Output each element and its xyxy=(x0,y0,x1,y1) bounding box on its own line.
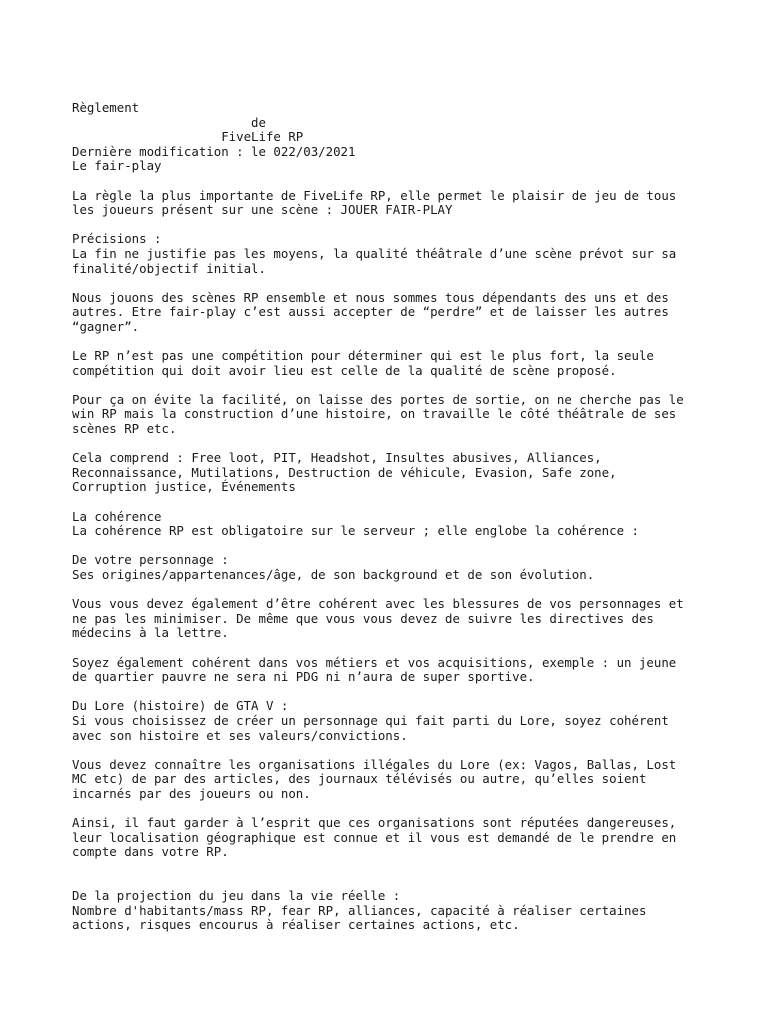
paragraph-line: Précisions : xyxy=(72,231,162,247)
paragraph-line: actions, risques encourus à réaliser certaines actions, etc. xyxy=(72,917,520,933)
paragraph-line: De la projection du jeu dans la vie réelle : xyxy=(72,888,401,904)
paragraph-line: Corruption justice, Événements xyxy=(72,479,296,495)
paragraph-line: Du Lore (histoire) de GTA V : xyxy=(72,698,289,714)
section-heading: Le fair-play xyxy=(72,158,162,174)
paragraph-line: “gagner”. xyxy=(72,318,140,334)
paragraph-line: compte dans votre RP. xyxy=(72,844,229,860)
document-title: Règlement xyxy=(72,100,140,115)
paragraph-line: de quartier pauvre ne sera ni PDG ni n’aura de super sportive. xyxy=(72,669,535,685)
paragraph-line: les joueurs présent sur une scène : JOUER FAIR-PLAY xyxy=(72,202,453,218)
document-title-de: de xyxy=(72,114,266,130)
paragraph-line: médecins à la lettre. xyxy=(72,625,229,641)
paragraph-line: MC etc) de par des articles, des journaux télévisés ou autre, qu’elles soient xyxy=(72,771,647,787)
paragraph-line: finalité/objectif initial. xyxy=(72,260,266,276)
paragraph-line: autres. Etre fair-play c’est aussi accepter de “perdre” et de laisser les autres xyxy=(72,304,669,320)
paragraph-line: avec son histoire et ses valeurs/convictions. xyxy=(72,727,408,743)
paragraph-line: Le RP n’est pas une compétition pour déterminer qui est le plus fort, la seule xyxy=(72,348,654,364)
paragraph-line: Si vous choisissez de créer un personnage qui fait parti du Lore, soyez cohérent xyxy=(72,712,669,728)
paragraph-line: compétition qui doit avoir lieu est celle de la qualité de scène proposé. xyxy=(72,362,617,378)
paragraph-line: Cela comprend : Free loot, PIT, Headshot, Insultes abusives, Alliances, xyxy=(72,450,602,466)
paragraph-line: Pour ça on évite la facilité, on laisse des portes de sortie, on ne cherche pas le xyxy=(72,391,684,407)
paragraph-line: Nombre d'habitants/mass RP, fear RP, alliances, capacité à réaliser certaines xyxy=(72,902,647,918)
paragraph-line: La fin ne justifie pas les moyens, la qualité théâtrale d’une scène prévot sur sa xyxy=(72,245,677,261)
document-page xyxy=(72,101,752,933)
last-modified: Dernière modification : le 022/03/2021 xyxy=(72,143,356,159)
paragraph-line: Nous jouons des scènes RP ensemble et nous sommes tous dépendants des uns et des xyxy=(72,289,669,305)
paragraph-line: incarnés par des joueurs ou non. xyxy=(72,785,311,801)
paragraph-line: ne pas les minimiser. De même que vous vous devez de suivre les directives des xyxy=(72,610,654,626)
paragraph-line: win RP mais la construction d’une histoire, on travaille le côté théâtrale de ses xyxy=(72,406,677,422)
paragraph-line: Vous vous devez également d’être cohérent avec les blessures de vos personnages et xyxy=(72,596,684,612)
paragraph-line: La règle la plus importante de FiveLife RP, elle permet le plaisir de jeu de tous xyxy=(72,187,677,203)
document-title-server: FiveLife RP xyxy=(72,129,304,145)
paragraph-line: Reconnaissance, Mutilations, Destruction de véhicule, Evasion, Safe zone, xyxy=(72,464,617,480)
paragraph-line: scènes RP etc. xyxy=(72,421,177,437)
section-heading: La cohérence xyxy=(72,508,162,524)
paragraph-line: La cohérence RP est obligatoire sur le serveur ; elle englobe la cohérence : xyxy=(72,523,639,539)
paragraph-line: Ainsi, il faut garder à l’esprit que ces organisations sont réputées dangereuses, xyxy=(72,815,677,831)
paragraph-line: De votre personnage : xyxy=(72,552,229,568)
paragraph-line: Ses origines/appartenances/âge, de son background et de son évolution. xyxy=(72,567,595,582)
paragraph-line: leur localisation géographique est connue et il vous est demandé de le prendre en xyxy=(72,829,677,845)
paragraph-line: Soyez également cohérent dans vos métiers et vos acquisitions, exemple : un jeune xyxy=(72,654,677,670)
paragraph-line: Vous devez connaître les organisations illégales du Lore (ex: Vagos, Ballas, Lost xyxy=(72,756,677,772)
